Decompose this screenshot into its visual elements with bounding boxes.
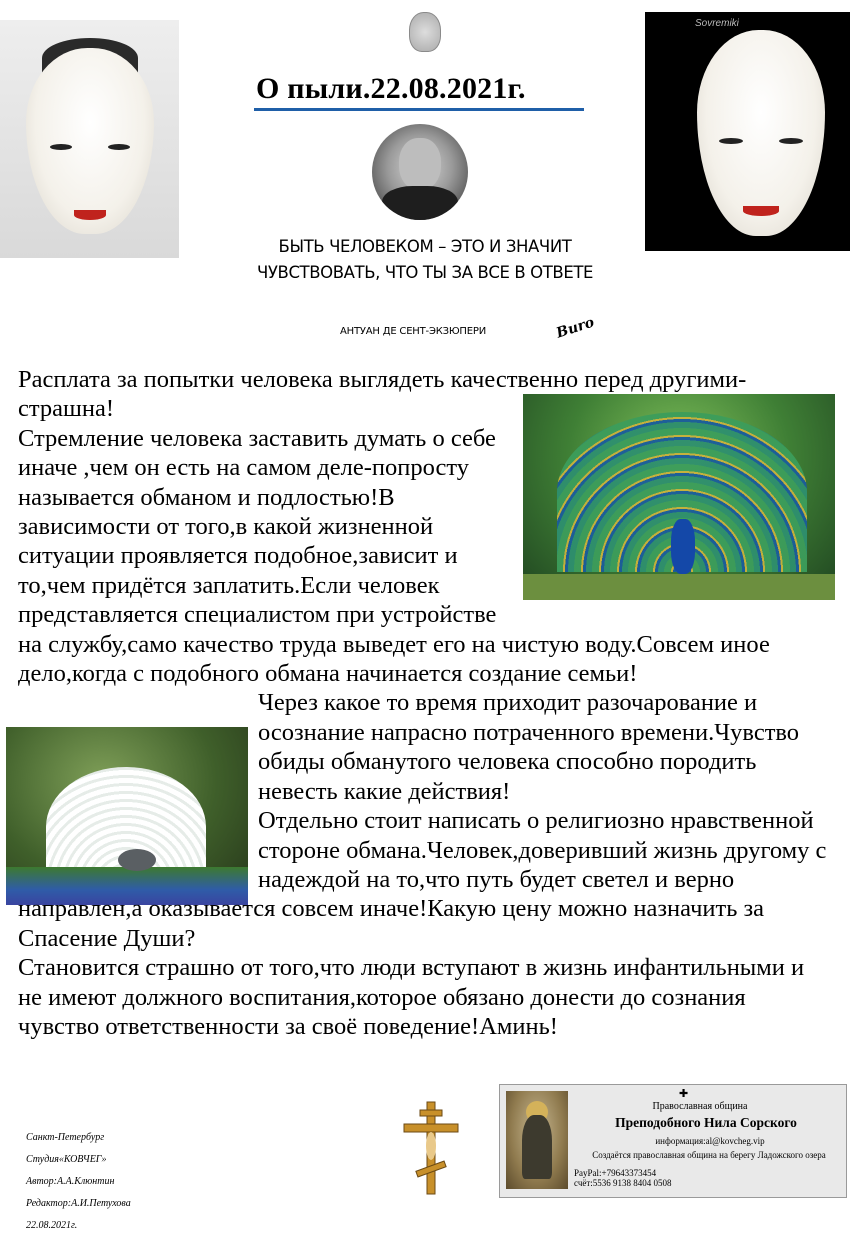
mask-mouth (743, 206, 779, 216)
credits-author: Автор:А.А.Клюнтин (26, 1176, 115, 1187)
community-type: Православная община (652, 1101, 748, 1112)
orthodox-cross-icon (402, 1100, 460, 1196)
article-body (18, 365, 830, 1041)
credits-editor: Редактор:А.И.Петухова (26, 1198, 131, 1209)
quote-line-2: ЧУВСТВОВАТЬ, ЧТО ТЫ ЗА ВСЕ В ОТВЕТЕ (256, 263, 594, 282)
mask-watermark: Sovremiki (695, 18, 739, 29)
credits-city: Санкт-Петербург (26, 1132, 105, 1143)
mask-face (697, 30, 825, 236)
community-paypal: PayPal:+79643373454 (574, 1168, 657, 1178)
mask-eye (779, 138, 803, 144)
title-underline (254, 108, 584, 111)
mask-eye (108, 144, 130, 150)
signature: Bиrо (554, 314, 597, 342)
mask-eye (719, 138, 743, 144)
mask-face (26, 48, 154, 234)
community-description: Создаётся православная община на берегу Ладожского озера (592, 1150, 826, 1160)
page-title: О пыли.22.08.2021г. (256, 72, 526, 105)
author-portrait (372, 124, 468, 220)
saint-figure (522, 1115, 552, 1179)
portrait-suit (382, 186, 458, 220)
article-paragraph-2-text: Стремление человека заставить думать о себе иначе ,чем он есть на самом деле-попросту называется обманом и подлостью!В зависимости от того,в какой жизненной ситуации проявляется подобное,зависит и то,чем придётся заплатить.Если человек представляется специалистом при устройстве на службу,само качество труда выведет его на чистую воду.Совсем иное дело,когда с подобного обмана начинается создание семьи! Через какое то время приходит разочарование и осознание напрасно потраченного времени.Чувство обиды обманутого человека способно породить невесть какие действия! (18, 425, 799, 805)
portrait-head (399, 138, 441, 190)
community-card (499, 1084, 847, 1198)
emblem-icon (409, 12, 441, 52)
mask-eye (50, 144, 72, 150)
community-account: счёт:5536 9138 8404 0508 (574, 1178, 672, 1188)
left-mask-image (0, 20, 179, 258)
credits-block (26, 1121, 131, 1242)
quote-line-1: БЫТЬ ЧЕЛОВЕКОМ – ЭТО И ЗНАЧИТ (278, 237, 572, 256)
credits-date: 22.08.2021г. (26, 1220, 78, 1231)
article-paragraph-1: Расплата за попытки человека выглядеть качественно перед другими-страшна! (18, 366, 747, 423)
quote-block (170, 234, 680, 286)
mask-mouth (74, 210, 106, 220)
community-contact: информация:al@kovcheg.vip (655, 1136, 765, 1146)
right-mask-image (645, 12, 850, 251)
community-cross-icon: ✚ (679, 1087, 689, 1100)
community-name: Преподобного Нила Сорского (615, 1115, 797, 1130)
credits-studio: Студия«КОВЧЕГ» (26, 1154, 107, 1165)
saint-icon-image (506, 1091, 568, 1189)
quote-author: АНТУАН ДЕ СЕНТ-ЭКЗЮПЕРИ (340, 326, 486, 337)
article-paragraph-4: Становится страшно от того,что люди вступают в жизнь инфантильными и не имеют должного воспитания,которое обязано донести до сознания чувство ответственности за своё поведение!Аминь! (18, 954, 805, 1040)
image-float-space (18, 688, 258, 868)
article-paragraph-3: Отдельно стоит написать о религиозно нравственной стороне обмана.Человек,доверивший жизнь другому с надеждой на то,что путь будет светел и верно направлен,а оказывается совсем иначе!Какую цену можно назначить за Спасение Души? (18, 807, 827, 952)
